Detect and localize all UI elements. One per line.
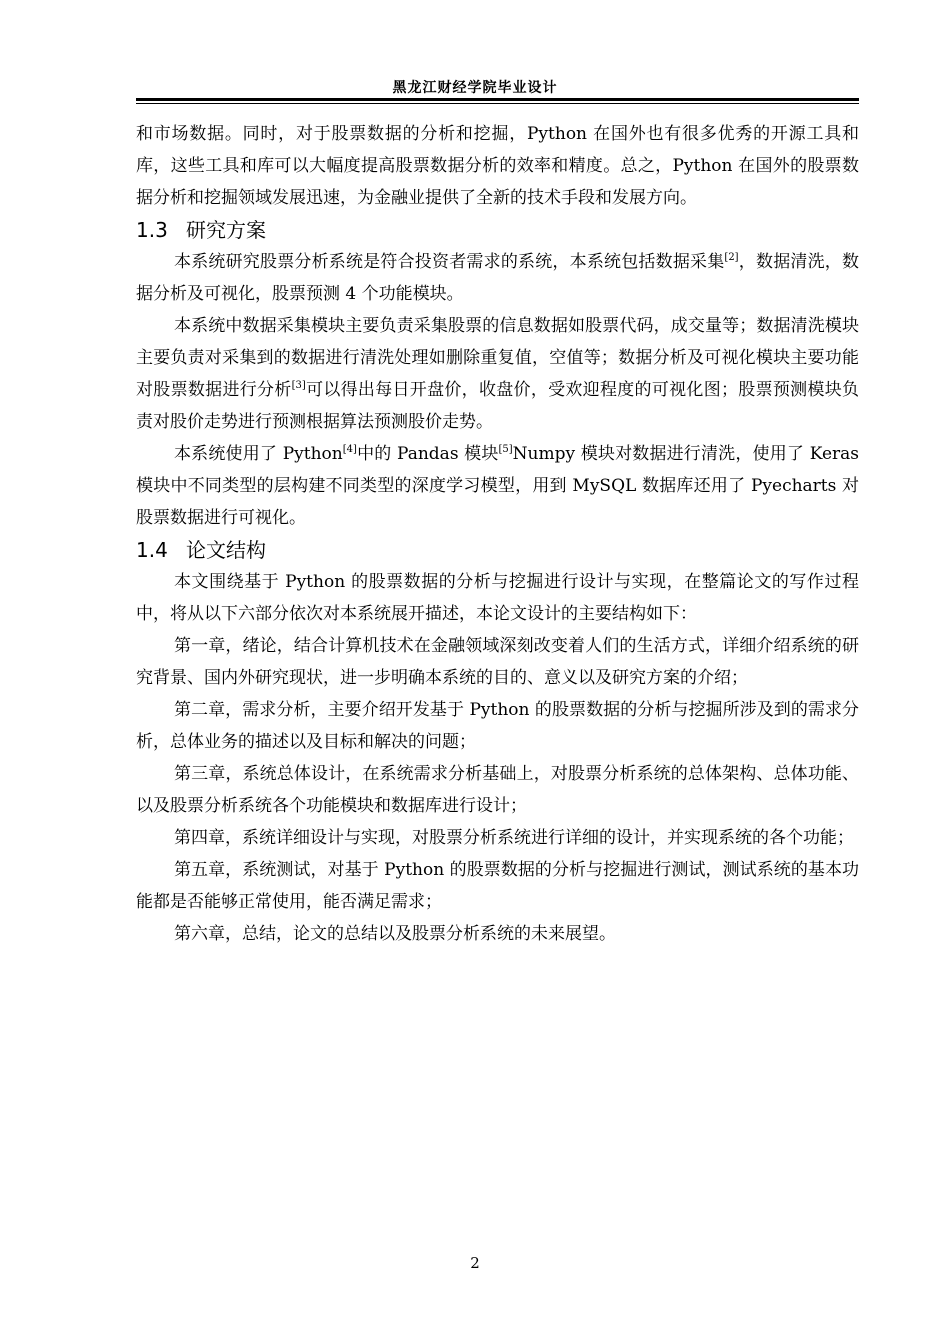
section-number: 1.3 (136, 218, 168, 242)
citation: [4] (342, 444, 357, 455)
text-span: 本系统中数据采集模块主要负责采集股票的信息数据如股票代码，成交量等；数据清洗模块主要负责对采集到的数据进行清洗处理如删除重复值，空值等；数据分析及可视化模块主要功能对股票数据进行分析 (136, 316, 859, 400)
header-rule-thin (136, 103, 859, 104)
text-span: Numpy 模块对数据进行清洗，使用了 Keras 模块中不同类型的层构建不同类型的深度学习模型，用到 MySQL 数据库还用了 Pyecharts 对股票数据进行可视化。 (136, 444, 859, 528)
paragraph-structure-intro: 本文围绕基于 Python 的股票数据的分析与挖掘进行设计与实现，在整篇论文的写作过程中，将从以下六部分依次对本系统展开描述，本论文设计的主要结构如下： (136, 572, 859, 624)
paragraph-tech (136, 438, 859, 534)
text-span: ，数据清洗，数据分析及可视化，股票预测 4 个功能模块。 (136, 252, 859, 304)
chapter-2-summary: 第二章，需求分析，主要介绍开发基于 Python 的股票数据的分析与挖掘所涉及到的需求分析，总体业务的描述以及目标和解决的问题； (136, 700, 859, 752)
section-heading-1-3 (136, 214, 859, 246)
page-body (136, 118, 859, 950)
section-number: 1.4 (136, 538, 168, 562)
text-span: 中的 Pandas 模块 (356, 444, 499, 464)
chapter-1-summary: 第一章，绪论，结合计算机技术在金融领域深刻改变着人们的生活方式，详细介绍系统的研究背景、国内外研究现状，进一步明确本系统的目的、意义以及研究方案的介绍； (136, 636, 859, 688)
page-number: 2 (470, 1254, 480, 1272)
paragraph-modules (136, 310, 859, 438)
text-span: 可以得出每日开盘价，收盘价，受欢迎程度的可视化图；股票预测模块负责对股价走势进行预测根据算法预测股价走势。 (136, 380, 860, 432)
citation: [3] (291, 380, 306, 391)
chapter-3-summary: 第三章，系统总体设计，在系统需求分析基础上，对股票分析系统的总体架构、总体功能、以及股票分析系统各个功能模块和数据库进行设计； (136, 764, 859, 816)
citation: [5] (498, 444, 513, 455)
text-span: 本系统使用了 Python (174, 444, 343, 464)
chapter-5-summary: 第五章，系统测试，对基于 Python 的股票数据的分析与挖掘进行测试，测试系统的基本功能都是否能够正常使用，能否满足需求； (136, 860, 859, 912)
section-title: 论文结构 (186, 538, 266, 562)
running-header: 黑龙江财经学院毕业设计 (392, 80, 558, 96)
section-heading-1-4 (136, 534, 859, 566)
paragraph-continued: 和市场数据。同时，对于股票数据的分析和挖掘，Python 在国外也有很多优秀的开源工具和库，这些工具和库可以大幅度提高股票数据分析的效率和精度。总之，Python 在国外的股票数据分析和挖掘领域发展迅速，为金融业提供了全新的技术手段和发展方向。 (136, 124, 859, 208)
chapter-6-summary: 第六章，总结，论文的总结以及股票分析系统的未来展望。 (174, 924, 616, 944)
header-rule-thick (136, 98, 859, 101)
section-title: 研究方案 (186, 218, 266, 242)
chapter-4-summary: 第四章，系统详细设计与实现，对股票分析系统进行详细的设计，并实现系统的各个功能； (174, 828, 854, 848)
paragraph-overview (136, 246, 859, 310)
citation: [2] (724, 252, 739, 263)
text-span: 本系统研究股票分析系统是符合投资者需求的系统，本系统包括数据采集 (174, 252, 725, 272)
